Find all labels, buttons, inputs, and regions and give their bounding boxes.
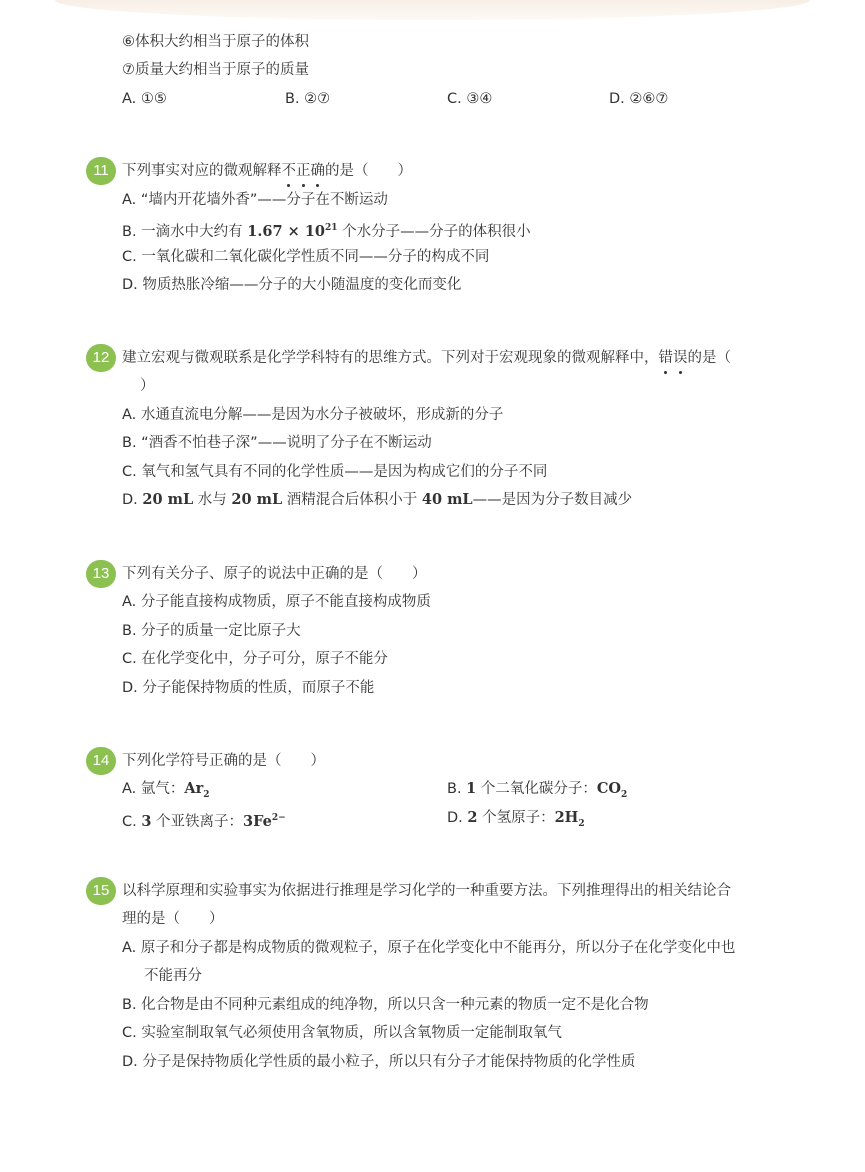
q15-option-c: C. 实验室制取氧气必须使用含氧物质，所以含氧物质一定能制取氧气: [122, 1025, 562, 1041]
q14-option-c-count: 3: [141, 812, 152, 830]
question-number-badge: 11: [86, 157, 116, 185]
q14-option-c-superscript: 2−: [271, 813, 286, 823]
q13-option-a: A. 分子能直接构成物质，原子不能直接构成物质: [122, 594, 431, 610]
q14-option-d-text: 个氢原子：: [477, 810, 555, 826]
q11-stem-emphasis: [282, 163, 326, 179]
q15-stem-line2: 理的是（ ）: [122, 911, 224, 927]
q12-option-d-volume-3: 40 mL: [421, 491, 473, 508]
question-number-badge: 13: [86, 560, 116, 588]
q12-stem-post: 的是（: [687, 350, 731, 366]
q14-option-a-subscript: 2: [203, 789, 210, 800]
q12-option-d-label: D.: [122, 492, 143, 508]
q14-stem: 下列化学符号正确的是（ ）: [122, 753, 325, 769]
q11-stem: [122, 161, 412, 181]
q14-option-c: [122, 808, 286, 832]
q13-stem: 下列有关分子、原子的说法中正确的是（ ）: [122, 566, 427, 582]
q11-stem-post: 的是（ ）: [325, 163, 412, 179]
q11-option-d: D. 物质热胀冷缩——分子的大小随温度的变化而变化: [122, 277, 462, 293]
q11-option-b-number: 1.67 × 10: [247, 222, 326, 240]
emphasis-char: 错: [658, 350, 673, 366]
q11-option-a: A. “墙内开花墙外香”——分子在不断运动: [122, 192, 388, 208]
q14-option-b-text: 个二氧化碳分子：: [476, 781, 597, 797]
q12-option-d: [122, 490, 632, 510]
q15-option-b: B. 化合物是由不同种元素组成的纯净物，所以只含一种元素的物质一定不是化合物: [122, 997, 649, 1013]
q14-option-c-symbol: 3Fe: [243, 812, 272, 830]
q13-option-c: C. 在化学变化中，分子可分，原子不能分: [122, 651, 388, 667]
q12-option-a: A. 水通直流电分解——是因为水分子被破坏，形成新的分子: [122, 407, 504, 423]
q10-option-b: B. ②⑦: [285, 91, 331, 107]
q12-option-c: C. 氧气和氢气具有不同的化学性质——是因为构成它们的分子不同: [122, 464, 548, 480]
emphasis-char: 确: [310, 163, 325, 179]
q14-option-b-count: 1: [466, 780, 477, 797]
q14-option-a-symbol: Ar: [184, 780, 204, 797]
q14-option-b: [447, 779, 627, 805]
q11-option-b-pre: B. 一滴水中大约有: [122, 223, 248, 240]
q14-option-c-text: 个亚铁离子：: [151, 813, 244, 830]
emphasis-char: 不: [281, 163, 296, 179]
q11-option-b-exponent: 21: [325, 223, 338, 233]
q15-option-d: D. 分子是保持物质化学性质的最小粒子，所以只有分子才能保持物质的化学性质: [122, 1054, 636, 1070]
q10-item-6: ⑥体积大约相当于原子的体积: [122, 34, 309, 50]
q12-option-d-volume-2: 20 mL: [231, 491, 283, 508]
q14-option-d: [447, 808, 585, 834]
q15-stem-line1: 以科学原理和实验事实为依据进行推理是学习化学的一种重要方法。下列推理得出的相关结论合: [122, 883, 731, 899]
q14-option-b-symbol: CO: [596, 780, 622, 797]
q15-option-a-line2: 不能再分: [144, 968, 202, 984]
q14-option-d-label: D.: [447, 810, 468, 826]
q10-item-7: ⑦质量大约相当于原子的质量: [122, 62, 309, 78]
q14-option-d-subscript: 2: [578, 818, 585, 829]
q14-option-b-label: B.: [447, 781, 467, 797]
q11-option-b-post: 个水分子——分子的体积很小: [337, 223, 531, 240]
q12-option-b: B. “酒香不怕巷子深”——说明了分子在不断运动: [122, 435, 432, 451]
q12-option-d-text-3: ——是因为分子数目减少: [472, 492, 633, 508]
page-header-band: [55, 0, 810, 20]
q12-stem-emphasis: [659, 350, 688, 366]
q11-stem-pre: 下列事实对应的微观解释: [122, 163, 282, 179]
q12-option-d-volume-1: 20 mL: [142, 491, 194, 508]
q11-option-c: C. 一氧化碳和二氧化碳化学性质不同——分子的构成不同: [122, 249, 490, 265]
q14-option-d-count: 2: [467, 809, 478, 826]
q12-stem-pre: 建立宏观与微观联系是化学学科特有的思维方式。下列对于宏观现象的微观解释中，: [122, 350, 659, 366]
q13-option-d: D. 分子能保持物质的性质，而原子不能: [122, 680, 375, 696]
q10-option-c: C. ③④: [447, 91, 493, 107]
q10-option-a: A. ①⑤: [122, 91, 167, 107]
q14-option-c-label: C.: [122, 813, 142, 830]
q14-option-d-symbol: 2H: [554, 809, 579, 826]
q14-option-a: [122, 779, 210, 805]
question-number-badge: 14: [86, 747, 116, 775]
q12-option-d-text-1: 水与: [193, 492, 232, 508]
q11-option-b: [122, 218, 531, 242]
q10-option-d: D. ②⑥⑦: [609, 91, 669, 107]
q13-option-b: B. 分子的质量一定比原子大: [122, 623, 301, 639]
q14-option-b-subscript: 2: [621, 789, 628, 800]
q12-stem: [122, 348, 731, 368]
emphasis-char: 误: [673, 350, 688, 366]
q12-option-d-text-2: 酒精混合后体积小于: [282, 492, 422, 508]
q15-option-a-line1: A. 原子和分子都是构成物质的微观粒子，原子在化学变化中不能再分，所以分子在化学变化中也: [122, 940, 736, 956]
q14-option-a-text: A. 氩气：: [122, 781, 185, 797]
question-number-badge: 15: [86, 877, 116, 905]
emphasis-char: 正: [296, 163, 311, 179]
q12-stem-line2: ）: [140, 378, 155, 394]
question-number-badge: 12: [86, 344, 116, 372]
